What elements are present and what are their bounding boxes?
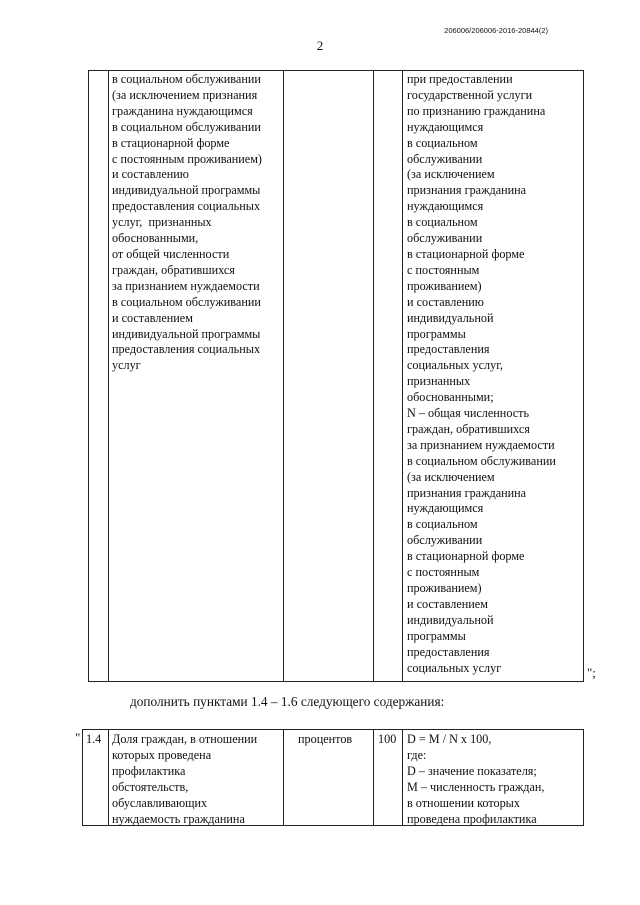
formula-text-line: в социальном xyxy=(407,135,478,150)
formula-text-line: в социальном обслуживании xyxy=(407,453,556,468)
name-text-line: обоснованными, xyxy=(112,231,199,246)
name-text-line: обуславливающих xyxy=(112,795,208,810)
formula-text-line: в социальном xyxy=(407,215,478,230)
table2-right-border xyxy=(583,729,584,826)
amendment-paragraph: дополнить пунктами 1.4 – 1.6 следующего содержания: xyxy=(130,694,445,709)
row-target-value: 100 xyxy=(378,732,397,746)
name-text-line: и составлением xyxy=(112,310,193,325)
formula-text-line: проведена профилактика xyxy=(407,811,537,826)
name-text-line: обстоятельств, xyxy=(112,779,189,794)
name-text-line: предоставления социальных xyxy=(112,199,261,214)
formula-text-line: социальных услуг, xyxy=(407,358,503,373)
formula-text-line: в социальном xyxy=(407,517,478,532)
table2-col-divider-3 xyxy=(373,729,374,826)
name-text-line: в социальном обслуживании xyxy=(112,119,261,134)
name-text-line: от общей численности xyxy=(112,246,230,261)
name-text-line: за признанием нуждаемости xyxy=(112,278,260,293)
table2-top-border xyxy=(82,729,584,730)
formula-text-line: проживанием) xyxy=(407,278,482,293)
table2-col-divider-1 xyxy=(108,729,109,826)
formula-text-line: обслуживании xyxy=(407,151,483,166)
formula-text-line: индивидуальной xyxy=(407,612,494,627)
table2-left-border xyxy=(82,729,83,826)
document-id: 206006/206006-2016-20844(2) xyxy=(444,26,548,35)
formula-text-line: признанных xyxy=(407,374,471,389)
row-number: 1.4 xyxy=(86,732,102,746)
page-number: 2 xyxy=(316,38,324,53)
formula-text-line: (за исключением xyxy=(407,167,495,182)
formula-text-line: нуждающимся xyxy=(407,501,484,516)
formula-text-line: программы xyxy=(407,326,466,341)
formula-text-line: предоставления xyxy=(407,644,490,659)
name-text-line: в социальном обслуживании xyxy=(112,294,261,309)
formula-text-line: по признанию гражданина xyxy=(407,103,546,118)
formula-text-line: индивидуальной xyxy=(407,310,494,325)
name-text-line: (за исключением признания xyxy=(112,87,258,102)
name-text-line: и составлению xyxy=(112,167,189,182)
formula-text-line: нуждающимся xyxy=(407,119,484,134)
formula-text-line: обоснованными; xyxy=(407,390,494,405)
table1-col-divider-4 xyxy=(402,70,403,682)
name-text-line: с постоянным проживанием) xyxy=(112,151,262,166)
indicator-name-cell xyxy=(112,72,262,374)
table1-col-divider-2 xyxy=(283,70,284,682)
formula-text-line: с постоянным xyxy=(407,262,480,277)
formula-cell xyxy=(407,72,556,676)
name-text-line: услуг, признанных xyxy=(112,215,212,230)
formula-text-line: предоставления xyxy=(407,342,490,357)
formula-text-line: обслуживании xyxy=(407,533,483,548)
formula-text-line: D = M / N x 100, xyxy=(407,732,492,746)
name-text-line: Доля граждан, в отношении xyxy=(112,732,258,746)
row-formula xyxy=(407,732,544,827)
formula-text-line: признания гражданина xyxy=(407,485,527,500)
name-text-line: предоставления социальных xyxy=(112,342,261,357)
formula-text-line: в стационарной форме xyxy=(407,246,525,261)
formula-text-line: и составлению xyxy=(407,294,484,309)
formula-text-line: признания гражданина xyxy=(407,183,527,198)
formula-text-line: социальных услуг xyxy=(407,660,502,675)
formula-text-line: M – численность граждан, xyxy=(407,779,545,794)
formula-text-line: за признанием нуждаемости xyxy=(407,437,555,452)
formula-text-line: где: xyxy=(407,747,427,762)
formula-text-line: и составлением xyxy=(407,596,488,611)
opening-quote-mark: " xyxy=(75,730,81,745)
name-text-line: которых проведена xyxy=(112,747,212,762)
table1-col-divider-1 xyxy=(108,70,109,682)
closing-quote-mark: "; xyxy=(587,665,596,680)
row-unit: процентов xyxy=(298,732,353,746)
name-text-line: индивидуальной программы xyxy=(112,183,261,198)
formula-text-line: в стационарной форме xyxy=(407,549,525,564)
formula-text-line: государственной услуги xyxy=(407,87,533,102)
formula-text-line: проживанием) xyxy=(407,581,482,595)
table1-right-border xyxy=(583,70,584,682)
formula-text-line: нуждающимся xyxy=(407,199,484,214)
formula-text-line: с постоянным xyxy=(407,565,480,580)
formula-text-line: при предоставлении xyxy=(407,72,513,86)
formula-text-line: программы xyxy=(407,628,466,643)
name-text-line: индивидуальной программы xyxy=(112,326,261,341)
table1-top-border xyxy=(88,70,584,71)
name-text-line: услуг xyxy=(112,358,141,373)
name-text-line: в социальном обслуживании xyxy=(112,72,261,86)
row-indicator-name xyxy=(112,732,257,827)
name-text-line: граждан, обратившихся xyxy=(112,262,235,277)
formula-text-line: N – общая численность xyxy=(407,406,530,421)
formula-text-line: граждан, обратившихся xyxy=(407,421,530,436)
formula-text-line: в отношении которых xyxy=(407,795,520,810)
name-text-line: нуждаемость гражданина xyxy=(112,811,245,826)
table2-col-divider-4 xyxy=(402,729,403,826)
name-text-line: профилактика xyxy=(112,763,186,778)
name-text-line: гражданина нуждающимся xyxy=(112,103,253,118)
formula-text-line: обслуживании xyxy=(407,231,483,246)
table2-col-divider-2 xyxy=(283,729,284,826)
formula-text-line: (за исключением xyxy=(407,469,495,484)
table1-col-divider-3 xyxy=(373,70,374,682)
formula-text-line: D – значение показателя; xyxy=(407,763,537,778)
table1-bottom-border xyxy=(88,681,584,682)
table1-left-border xyxy=(88,70,89,682)
name-text-line: в стационарной форме xyxy=(112,135,230,150)
